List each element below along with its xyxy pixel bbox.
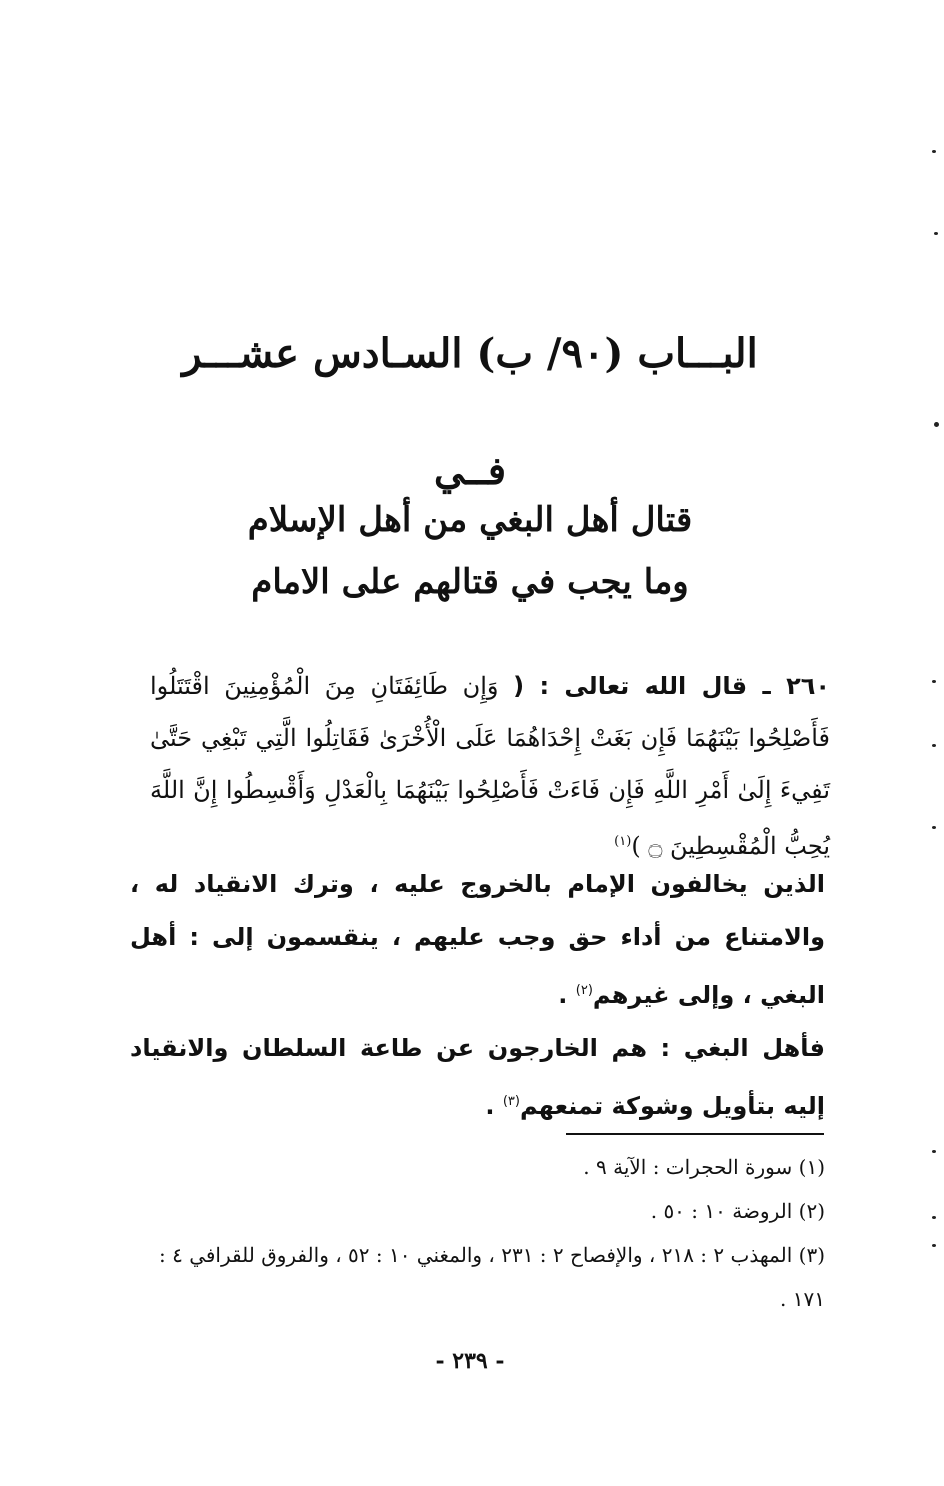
paragraph-2-end: . <box>485 1092 503 1120</box>
chapter-subtitle-line-2: وما يجب في قتالهم على الامام <box>251 562 689 602</box>
footnote-ref-3: (٣) <box>502 1094 520 1109</box>
footnote-separator <box>566 1133 824 1135</box>
footnote-1: (١) سورة الحجرات : الآية ٩ . <box>583 1155 825 1179</box>
footnote-3-line-2: ١٧١ . <box>780 1287 825 1311</box>
paragraph-1-text: الذين يخالفون الإمام بالخروج عليه ، وترك الانقياد له ، والامتناع من أداء حق وجب عليهم ، ينقسمون إلى : أهل البغي ، وإلى غيرهم <box>130 870 825 1009</box>
scan-speck <box>934 232 938 235</box>
verse-text: وَإِن طَائِفَتَانِ مِنَ الْمُؤْمِنِينَ اقْتَتَلُوا فَأَصْلِحُوا بَيْنَهُمَا فَإِن بَغَتْ إِحْدَاهُمَا عَلَى الْأُخْرَىٰ فَقَاتِلُوا الَّتِي تَبْغِي حَتَّىٰ تَفِيءَ إِلَىٰ أَمْرِ اللَّهِ فَإِن فَاءَتْ فَأَصْلِحُوا بَيْنَهُمَا بِالْعَدْلِ وَأَقْسِطُوا إِنَّ اللَّهَ يُحِبُّ الْمُقْسِطِينَ ۝ <box>150 672 830 860</box>
footnote-3-line-1: (٣) المهذب ٢ : ٢١٨ ، والإفصاح ٢ : ٢٣١ ، والمغني ١٠ : ٥٢ ، والفروق للقرافي ٤ : <box>158 1243 825 1267</box>
scan-speck <box>932 1244 936 1247</box>
footnotes <box>115 1145 825 1321</box>
verse-number-and-intro: ٢٦٠ ـ قال الله تعالى : ( <box>513 672 831 700</box>
chapter-preposition: فــي <box>433 448 507 493</box>
quran-verse-block <box>150 660 830 872</box>
body-text <box>130 858 825 1133</box>
verse-closing-bracket: ) <box>631 832 641 860</box>
scan-speck <box>934 422 939 427</box>
footnote-ref-1: (١) <box>614 834 632 849</box>
scan-speck <box>932 1150 936 1153</box>
paragraph-2-text: فأهل البغي : هم الخارجون عن طاعة السلطان والانقياد إليه بتأويل وشوكة تمنعهم <box>130 1034 825 1120</box>
paragraph-1 <box>130 858 825 1022</box>
scan-speck <box>932 744 936 747</box>
footnote-ref-2: (٢) <box>575 983 593 998</box>
chapter-title: البـــاب (٩٠/ ب) السـادس عشـــر <box>182 330 758 377</box>
scan-speck <box>932 150 936 153</box>
paragraph-1-end: . <box>558 981 576 1009</box>
footnote-2: (٢) الروضة ١٠ : ٥٠ . <box>650 1199 825 1223</box>
scan-speck <box>932 826 936 829</box>
chapter-subtitle-line-1: قتال أهل البغي من أهل الإسلام <box>247 500 693 540</box>
scan-speck <box>932 680 936 683</box>
paragraph-2 <box>130 1022 825 1133</box>
page-number: - ٢٣٩ - <box>435 1348 505 1374</box>
scan-speck <box>932 1216 936 1219</box>
